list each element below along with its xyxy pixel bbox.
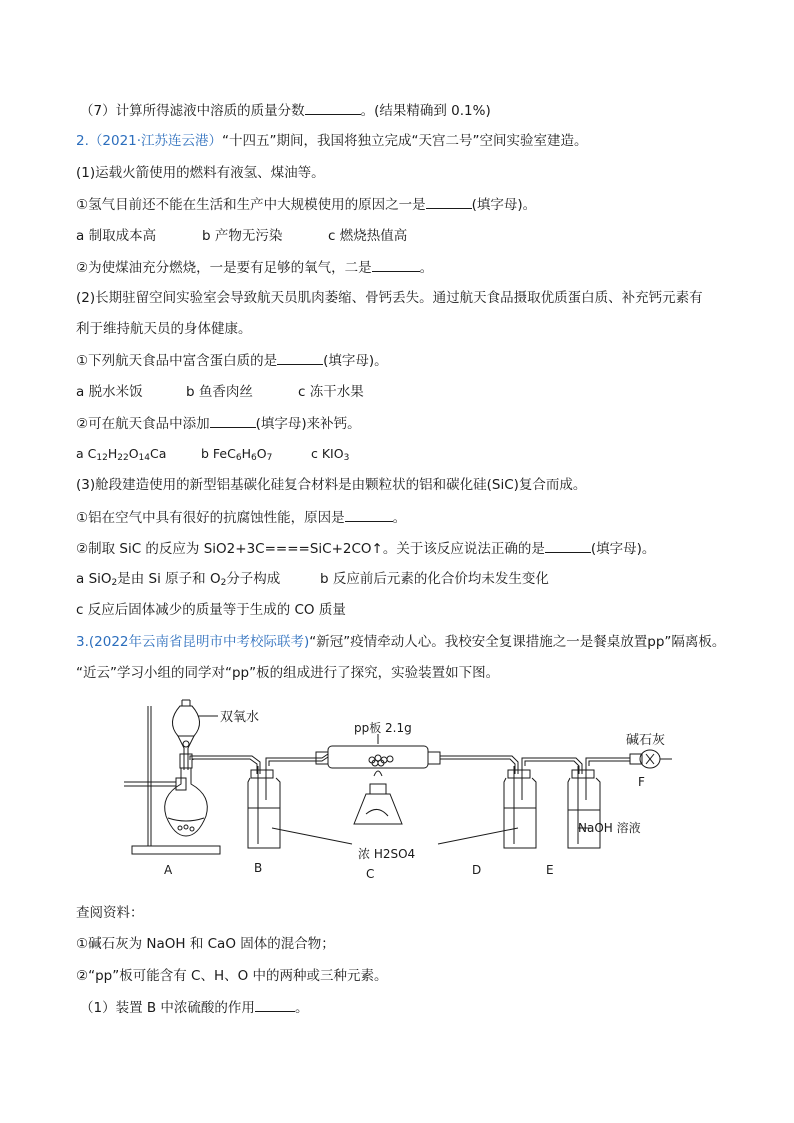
- q3-ref-2: ②“pp”板可能含有 C、H、O 中的两种或三种元素。: [76, 968, 388, 984]
- q3-ref-title: 查阅资料：: [76, 905, 144, 921]
- answer-blank[interactable]: [255, 997, 295, 1012]
- q2-part3-2: [76, 538, 655, 559]
- bottle-e: [568, 766, 600, 848]
- q2-part1-1-prefix: ①氢气目前还不能在生活和生产中大规模使用的原因之一是: [76, 197, 426, 213]
- option-a: a 脱水米饭: [76, 384, 143, 400]
- label-c: C: [366, 867, 375, 881]
- q2-part3-1-suffix: 。: [392, 510, 407, 526]
- q3-source: (2022年云南省昆明市中考校际联考): [88, 634, 310, 650]
- q2-part2-line1: (2)长期驻留空间实验室会导致航天员肌肉萎缩、骨钙丢失。通过航天食品摄取优质蛋白质、补充钙元素有: [76, 290, 703, 306]
- label-f: F: [638, 775, 645, 789]
- alcohol-lamp: [354, 771, 402, 824]
- option-c: c $KIO_3$: [311, 446, 350, 463]
- q3-part1-prefix: （1）装置 B 中浓硫酸的作用: [80, 1000, 255, 1016]
- q3-ref-1: ①碱石灰为 NaOH 和 CaO 固体的混合物；: [76, 936, 335, 952]
- q3-part1: [80, 997, 308, 1018]
- combustion-tube-c: [316, 734, 440, 768]
- answer-blank[interactable]: [345, 507, 393, 522]
- q3-number: 3.: [76, 634, 89, 650]
- answer-blank[interactable]: [545, 538, 591, 553]
- apparatus-a-stand: [124, 706, 220, 854]
- label-soda-lime: 碱石灰: [626, 733, 666, 748]
- q2-part1-2: [76, 257, 433, 278]
- label-e: E: [546, 863, 554, 877]
- q2-part1: (1)运载火箭使用的燃料有液氢、煤油等。: [76, 165, 325, 181]
- option-a: a 制取成本高: [76, 228, 157, 244]
- q2-part3: (3)舱段建造使用的新型铝基碳化硅复合材料是由颗粒状的铝和碳化硅(SiC)复合而成。: [76, 477, 587, 493]
- q2-part2-2-prefix: ②可在航天食品中添加: [76, 416, 210, 432]
- answer-blank[interactable]: [277, 350, 323, 365]
- q3-stem-line2: “近云”学习小组的同学对“pp”板的组成进行了探究，实验装置如下图。: [76, 665, 500, 681]
- round-bottom-flask: [165, 754, 208, 836]
- q2-header: [76, 131, 588, 151]
- q2-part1-1-options: [76, 226, 407, 246]
- q1-part7-suffix: 。(结果精确到 0.1%): [360, 103, 491, 119]
- answer-blank[interactable]: [426, 194, 472, 209]
- q2-part3-2-option-c: c 反应后固体减少的质量等于生成的 CO 质量: [76, 602, 346, 618]
- label-pp-board: pp板 2.1g: [354, 721, 412, 735]
- q1-part7-line: [80, 100, 491, 121]
- q2-part3-1-prefix: ①铝在空气中具有很好的抗腐蚀性能，原因是: [76, 510, 345, 526]
- bottle-d: [504, 766, 536, 848]
- q2-part3-1: [76, 507, 406, 528]
- option-b: b 鱼香肉丝: [186, 384, 253, 400]
- option-c: c 燃烧热值高: [328, 228, 408, 244]
- q2-part3-2-options-ab: [76, 569, 549, 593]
- experiment-apparatus-figure: [120, 696, 680, 884]
- q1-part7-prefix: （7）计算所得滤液中溶质的质量分数: [80, 103, 305, 119]
- q3-stem-line1: “新冠”疫情牵动人心。我校安全复课措施之一是餐桌放置pp”隔离板。: [309, 634, 726, 650]
- q2-part2-1-options: [76, 382, 364, 402]
- option-b: b 产物无污染: [202, 228, 283, 244]
- q2-part3-2-suffix: (填字母)。: [590, 541, 656, 557]
- q2-part2-1-prefix: ①下列航天食品中富含蛋白质的是: [76, 353, 278, 369]
- q2-part2-line2: 利于维持航天员的身体健康。: [76, 321, 252, 337]
- q3-part1-suffix: 。: [294, 1000, 309, 1016]
- option-a: a SiO$_2$是由 Si 原子和 $O_2$分子构成: [76, 571, 281, 588]
- q2-part2-2-options: [76, 444, 349, 468]
- drying-tube-f: [630, 750, 672, 768]
- q2-part2-1: [76, 350, 388, 371]
- option-c: c 冻干水果: [298, 384, 364, 400]
- label-a: A: [164, 863, 173, 877]
- q3-header: [76, 632, 725, 652]
- option-a: a $C_{12}H_{22}O_{14}Ca$: [76, 446, 167, 463]
- label-d: D: [472, 863, 482, 877]
- q2-part2-2-suffix: (填字母)来补钙。: [255, 416, 361, 432]
- option-b: b 反应前后元素的化合价均未发生变化: [320, 571, 549, 587]
- q2-part2-2: [76, 413, 361, 434]
- label-naoh-solution: NaOH 溶液: [578, 821, 641, 835]
- option-b: b $FeC_6H_6O_7$: [201, 446, 273, 463]
- answer-blank[interactable]: [210, 413, 256, 428]
- q2-source: （2021·江苏连云港）: [88, 133, 223, 149]
- q2-part3-2-prefix: ②制取 SiC 的反应为 SiO2+3C====SiC+2CO↑。关于该反应说法正确的是: [76, 541, 545, 557]
- q2-part1-1: [76, 194, 536, 215]
- q2-part1-1-suffix: (填字母)。: [471, 197, 537, 213]
- q2-number: 2.: [76, 133, 89, 149]
- answer-blank[interactable]: [305, 100, 361, 115]
- q2-part1-2-suffix: 。: [419, 260, 434, 276]
- label-b: B: [254, 861, 263, 875]
- bottle-b: [248, 766, 280, 848]
- q2-part1-2-prefix: ②为使煤油充分燃烧，一是要有足够的氧气，二是: [76, 260, 372, 276]
- q2-stem: “十四五”期间，我国将独立完成“天宫二号”空间实验室建造。: [222, 133, 588, 149]
- answer-blank[interactable]: [372, 257, 420, 272]
- q2-part2-1-suffix: (填字母)。: [323, 353, 388, 369]
- label-conc-h2so4: 浓 H2SO4: [358, 847, 416, 861]
- label-h2o2: 双氧水: [220, 710, 260, 725]
